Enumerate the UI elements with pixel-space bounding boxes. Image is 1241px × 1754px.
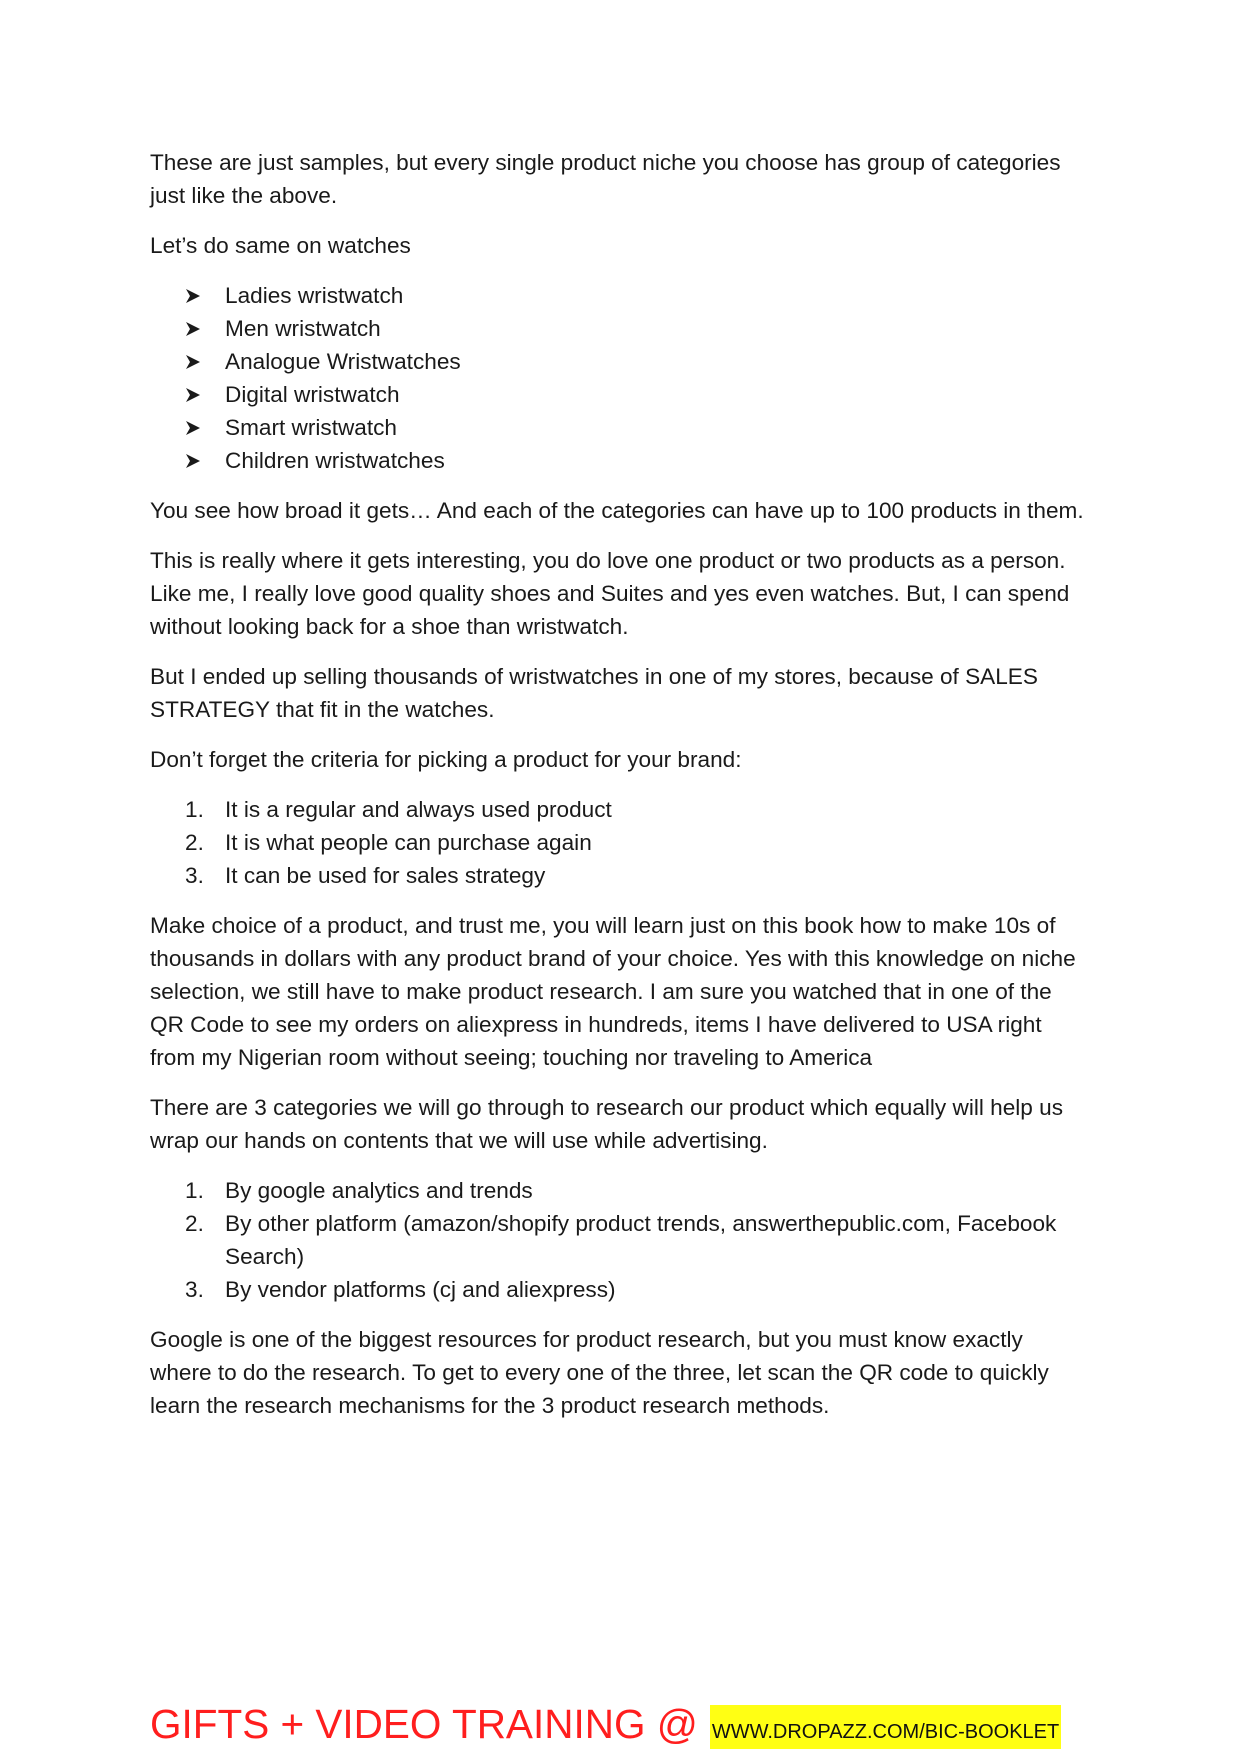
list-item-text: It is what people can purchase again	[225, 830, 592, 855]
arrowhead-bullet-icon	[185, 279, 207, 304]
paragraph-samples: These are just samples, but every single product niche you choose has group of categories just like the above.	[150, 150, 1061, 208]
arrowhead-bullet-icon	[185, 411, 207, 436]
list-item-text: Digital wristwatch	[225, 382, 400, 407]
paragraph-sales-strategy: But I ended up selling thousands of wristwatches in one of my stores, because of SALES STRATEGY that fit in the watches.	[150, 664, 1038, 722]
paragraph-google: Google is one of the biggest resources for product research, but you must know exactly where to do the research. To get to every one of the three, let scan the QR code to quickly learn the research mechanisms for the 3 product research methods.	[150, 1327, 1049, 1418]
research-method-list	[150, 1174, 1090, 1306]
criteria-list	[150, 793, 1090, 892]
list-item	[150, 1207, 1090, 1273]
list-number: 1.	[185, 797, 204, 822]
list-item	[150, 345, 1090, 378]
list-number: 2.	[185, 830, 204, 855]
arrowhead-bullet-icon	[185, 444, 207, 469]
list-item-text: Analogue Wristwatches	[225, 349, 461, 374]
document-body	[150, 146, 1090, 1439]
list-item	[150, 279, 1090, 312]
footer-website-link[interactable]: WWW.DROPAZZ.COM/BIC-BOOKLET	[710, 1705, 1061, 1749]
paragraph-watches-intro: Let’s do same on watches	[150, 233, 411, 258]
list-item	[150, 378, 1090, 411]
list-item	[150, 793, 1090, 826]
list-item-text: It is a regular and always used product	[225, 797, 612, 822]
list-item	[150, 312, 1090, 345]
paragraph-make-choice: Make choice of a product, and trust me, you will learn just on this book how to make 10s of thousands in dollars with any product brand of your choice. Yes with this knowledge on niche selection, we still have to make product research. I am sure you watched that in one of the QR Code to see my orders on aliexpress in hundreds, items I have delivered to USA right from my Nigerian room without seeing; touching nor traveling to America	[150, 913, 1076, 1070]
list-item	[150, 444, 1090, 477]
list-item-text: Children wristwatches	[225, 448, 445, 473]
list-number: 3.	[185, 863, 204, 888]
paragraph-broad: You see how broad it gets… And each of the categories can have up to 100 products in them.	[150, 498, 1084, 523]
footer-gifts-text: GIFTS + VIDEO TRAINING @	[150, 1701, 698, 1747]
list-item-text: Smart wristwatch	[225, 415, 397, 440]
list-number: 1.	[185, 1178, 204, 1203]
arrowhead-bullet-icon	[185, 345, 207, 370]
list-item	[150, 859, 1090, 892]
list-number: 3.	[185, 1277, 204, 1302]
list-item	[150, 1273, 1090, 1306]
list-item-text: Men wristwatch	[225, 316, 381, 341]
list-item-text: Ladies wristwatch	[225, 283, 404, 308]
list-item-text: By vendor platforms (cj and aliexpress)	[225, 1277, 616, 1302]
footer-banner	[150, 1702, 1061, 1752]
list-number: 2.	[185, 1211, 204, 1236]
paragraph-interesting: This is really where it gets interesting, you do love one product or two products as a person. Like me, I really love good quality shoes and Suites and yes even watches. But, I can spend without looking back for a shoe than wristwatch.	[150, 548, 1070, 639]
watch-category-list	[150, 279, 1090, 477]
arrowhead-bullet-icon	[185, 312, 207, 337]
list-item	[150, 826, 1090, 859]
list-item-text: By google analytics and trends	[225, 1178, 533, 1203]
list-item	[150, 411, 1090, 444]
arrowhead-bullet-icon	[185, 378, 207, 403]
list-item-text: By other platform (amazon/shopify product trends, answerthepublic.com, Facebook Search)	[225, 1211, 1057, 1269]
list-item	[150, 1174, 1090, 1207]
list-item-text: It can be used for sales strategy	[225, 863, 546, 888]
paragraph-criteria-intro: Don’t forget the criteria for picking a product for your brand:	[150, 747, 742, 772]
paragraph-categories: There are 3 categories we will go through to research our product which equally will help us wrap our hands on contents that we will use while advertising.	[150, 1095, 1064, 1153]
